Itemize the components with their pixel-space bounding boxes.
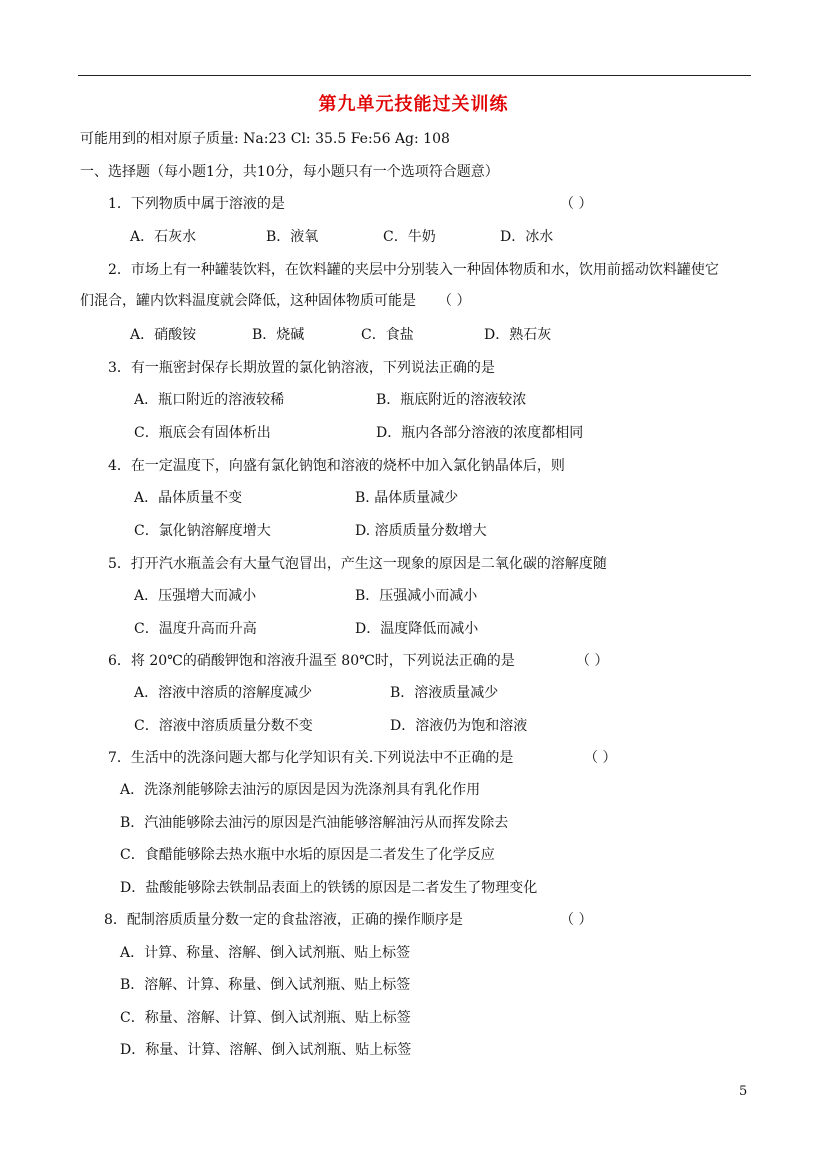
q6-option-a: A．溶液中溶质的溶解度减少 (134, 685, 313, 701)
q7-option-a: A．洗涤剂能够除去油污的原因是因为洗涤剂具有乳化作用 (120, 782, 481, 798)
q8-option-d: D．称量、计算、溶解、倒入试剂瓶、贴上标签 (120, 1042, 412, 1058)
question-7-stem: 7．生活中的洗涤问题大都与化学知识有关.下列说法中不正确的是 (108, 750, 514, 766)
q4-option-d: D. 溶质质量分数增大 (355, 523, 487, 539)
question-2-stem-cont: 们混合，罐内饮料温度就会降低，这种固体物质可能是 (80, 293, 416, 309)
question-4-stem: 4．在一定温度下，向盛有氯化钠饱和溶液的烧杯中加入氯化钠晶体后，则 (108, 458, 565, 474)
question-3-stem: 3．有一瓶密封保存长期放置的氯化钠溶液，下列说法正确的是 (108, 360, 495, 376)
q3-option-d: D．瓶内各部分溶液的浓度都相同 (376, 425, 584, 441)
q7-option-d: D．盐酸能够除去铁制品表面上的铁锈的原因是二者发生了物理变化 (120, 880, 538, 896)
q1-option-d: D．冰水 (500, 229, 554, 245)
q6-option-b: B．溶液质量减少 (390, 685, 499, 701)
q3-option-c: C．瓶底会有固体析出 (134, 425, 271, 441)
section-header: 一、选择题（每小题1分，共10分，每小题只有一个选项符合题意） (80, 164, 499, 180)
answer-paren-6: （ ） (576, 653, 609, 669)
q4-option-c: C．氯化钠溶解度增大 (134, 523, 271, 539)
answer-paren-8: （ ） (560, 912, 593, 928)
q6-option-d: D．溶液仍为饱和溶液 (390, 718, 528, 734)
question-8-stem: 8．配制溶质质量分数一定的食盐溶液，正确的操作顺序是 (104, 912, 463, 928)
question-2-stem: 2．市场上有一种罐装饮料，在饮料罐的夹层中分别装入一种固体物质和水，饮用前摇动饮料罐使它 (108, 262, 719, 278)
q7-option-b: B．汽油能够除去油污的原因是汽油能够溶解油污从而挥发除去 (120, 815, 509, 831)
q5-option-d: D．温度降低而减小 (355, 621, 479, 637)
atomic-masses: 可能用到的相对原子质量: Na:23 Cl: 35.5 Fe:56 Ag: 108 (80, 131, 450, 147)
q1-option-b: B．液氧 (266, 229, 319, 245)
q6-option-c: C．溶液中溶质质量分数不变 (134, 718, 313, 734)
q1-option-c: C．牛奶 (383, 229, 436, 245)
q3-option-a: A．瓶口附近的溶液较稀 (134, 392, 285, 408)
q2-option-a: A．硝酸铵 (130, 327, 197, 343)
question-6-stem: 6．将 20℃的硝酸钾饱和溶液升温至 80℃时，下列说法正确的是 (108, 653, 515, 669)
q2-option-c: C．食盐 (361, 327, 414, 343)
q5-option-b: B．压强减小而减小 (355, 588, 478, 604)
question-1-stem: 1．下列物质中属于溶液的是 (108, 196, 285, 212)
q8-option-c: C．称量、溶解、计算、倒入试剂瓶、贴上标签 (120, 1010, 411, 1026)
header-rule (78, 75, 751, 76)
q4-option-b: B. 晶体质量减少 (355, 490, 459, 506)
q8-option-b: B．溶解、计算、称量、倒入试剂瓶、贴上标签 (120, 977, 411, 993)
q2-option-b: B．烧碱 (252, 327, 305, 343)
question-5-stem: 5．打开汽水瓶盖会有大量气泡冒出，产生这一现象的原因是二氧化碳的溶解度随 (108, 556, 607, 572)
q5-option-c: C．温度升高而升高 (134, 621, 257, 637)
q5-option-a: A．压强增大而减小 (134, 588, 257, 604)
q1-option-a: A．石灰水 (130, 229, 197, 245)
q3-option-b: B．瓶底附近的溶液较浓 (376, 392, 527, 408)
answer-paren-7: （ ） (584, 750, 617, 766)
page-number: 5 (739, 1084, 748, 1099)
answer-paren-1: （ ） (560, 196, 593, 212)
q4-option-a: A．晶体质量不变 (134, 490, 243, 506)
page-title: 第九单元技能过关训练 (318, 94, 509, 115)
q2-option-d: D．熟石灰 (484, 327, 552, 343)
q7-option-c: C．食醋能够除去热水瓶中水垢的原因是二者发生了化学反应 (120, 847, 495, 863)
answer-paren-2: （ ） (438, 293, 471, 309)
q8-option-a: A．计算、称量、溶解、倒入试剂瓶、贴上标签 (120, 945, 411, 961)
